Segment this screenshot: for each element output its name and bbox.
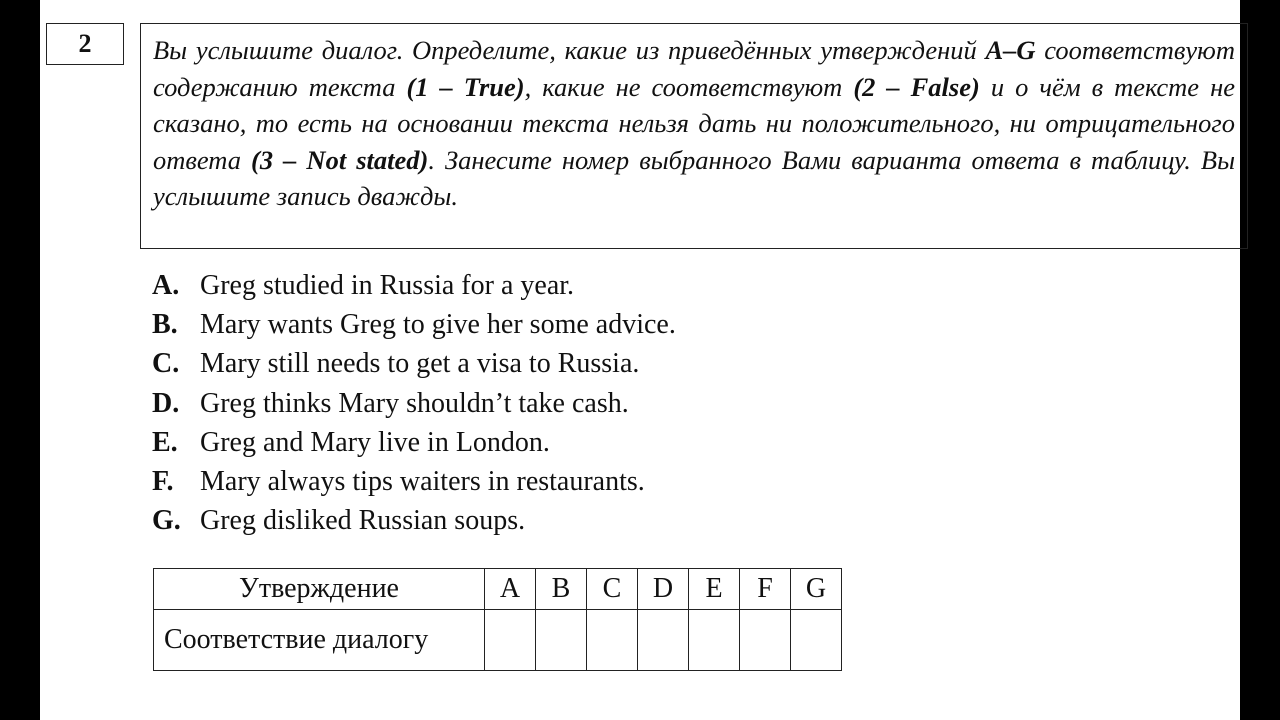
task-number: 2 bbox=[78, 29, 92, 58]
task-number-box bbox=[46, 23, 124, 65]
column-letter-c: C bbox=[587, 569, 638, 610]
worksheet-page bbox=[40, 0, 1240, 720]
instruction-range: A–G bbox=[985, 35, 1036, 65]
statement-text: Greg and Mary live in London. bbox=[200, 426, 550, 458]
statement-text: Greg thinks Mary shouldn’t take cash. bbox=[200, 387, 629, 419]
statement-item bbox=[152, 344, 676, 383]
instruction-not-stated: (3 – Not stated) bbox=[251, 144, 429, 175]
statement-text: Greg disliked Russian soups. bbox=[200, 505, 526, 537]
column-letter-a: A bbox=[485, 569, 536, 610]
instruction-text-2: соответствуют содержанию текста bbox=[153, 35, 1236, 102]
answer-cell-a[interactable] bbox=[485, 610, 536, 671]
answer-cell-g[interactable] bbox=[791, 610, 842, 671]
answer-cell-f[interactable] bbox=[740, 610, 791, 671]
statements-list bbox=[152, 266, 676, 540]
answer-table bbox=[153, 568, 842, 671]
statement-item bbox=[152, 501, 676, 540]
statement-text: Mary always tips waiters in restaurants. bbox=[200, 466, 645, 498]
statement-item bbox=[152, 305, 676, 344]
statement-letter: G. bbox=[152, 505, 181, 537]
answer-cell-e[interactable] bbox=[689, 610, 740, 671]
statement-item bbox=[152, 384, 676, 423]
statement-letter: E. bbox=[152, 426, 178, 458]
instruction-false: (2 – False) bbox=[853, 71, 980, 102]
match-label-cell: Соответствие диалогу bbox=[154, 610, 485, 671]
instruction-text-5: . Занесите номер выбранного Вами варианта ответа в таблицу. Вы услышите запись дважды. bbox=[153, 144, 1236, 212]
column-letter-d: D bbox=[638, 569, 689, 610]
statement-letter: D. bbox=[152, 387, 180, 419]
statement-text: Greg studied in Russia for a year. bbox=[200, 270, 575, 301]
column-letter-e: E bbox=[689, 569, 740, 610]
answer-cell-c[interactable] bbox=[587, 610, 638, 671]
instruction-box bbox=[140, 23, 1248, 249]
answer-table-answer-row bbox=[154, 610, 842, 671]
column-letter-g: G bbox=[791, 569, 842, 610]
statement-letter: A. bbox=[152, 270, 180, 301]
answer-cell-b[interactable] bbox=[536, 610, 587, 671]
statement-header-cell: Утверждение bbox=[154, 569, 485, 610]
answer-cell-d[interactable] bbox=[638, 610, 689, 671]
column-letter-f: F bbox=[740, 569, 791, 610]
statement-item bbox=[152, 462, 676, 501]
instruction-true: (1 – True) bbox=[406, 71, 525, 102]
instruction-text-3: , какие не соответствуют bbox=[524, 71, 854, 102]
instruction-text-4: и о чём в тексте не сказано, то есть на основании текста нельзя дать ни положительного, ни отрицательного ответа bbox=[153, 71, 1235, 175]
statement-item bbox=[152, 266, 676, 305]
statement-text: Mary still needs to get a visa to Russia. bbox=[200, 348, 640, 380]
answer-table-header-row bbox=[154, 569, 842, 610]
statement-letter: B. bbox=[152, 309, 178, 341]
column-letter-b: B bbox=[536, 569, 587, 610]
statement-text: Mary wants Greg to give her some advice. bbox=[200, 309, 676, 341]
instruction-text-1: Вы услышите диалог. Определите, какие из приведённых утверждений bbox=[153, 35, 986, 65]
statement-item bbox=[152, 423, 676, 462]
statement-letter: C. bbox=[152, 348, 180, 380]
statement-letter: F. bbox=[152, 466, 174, 498]
